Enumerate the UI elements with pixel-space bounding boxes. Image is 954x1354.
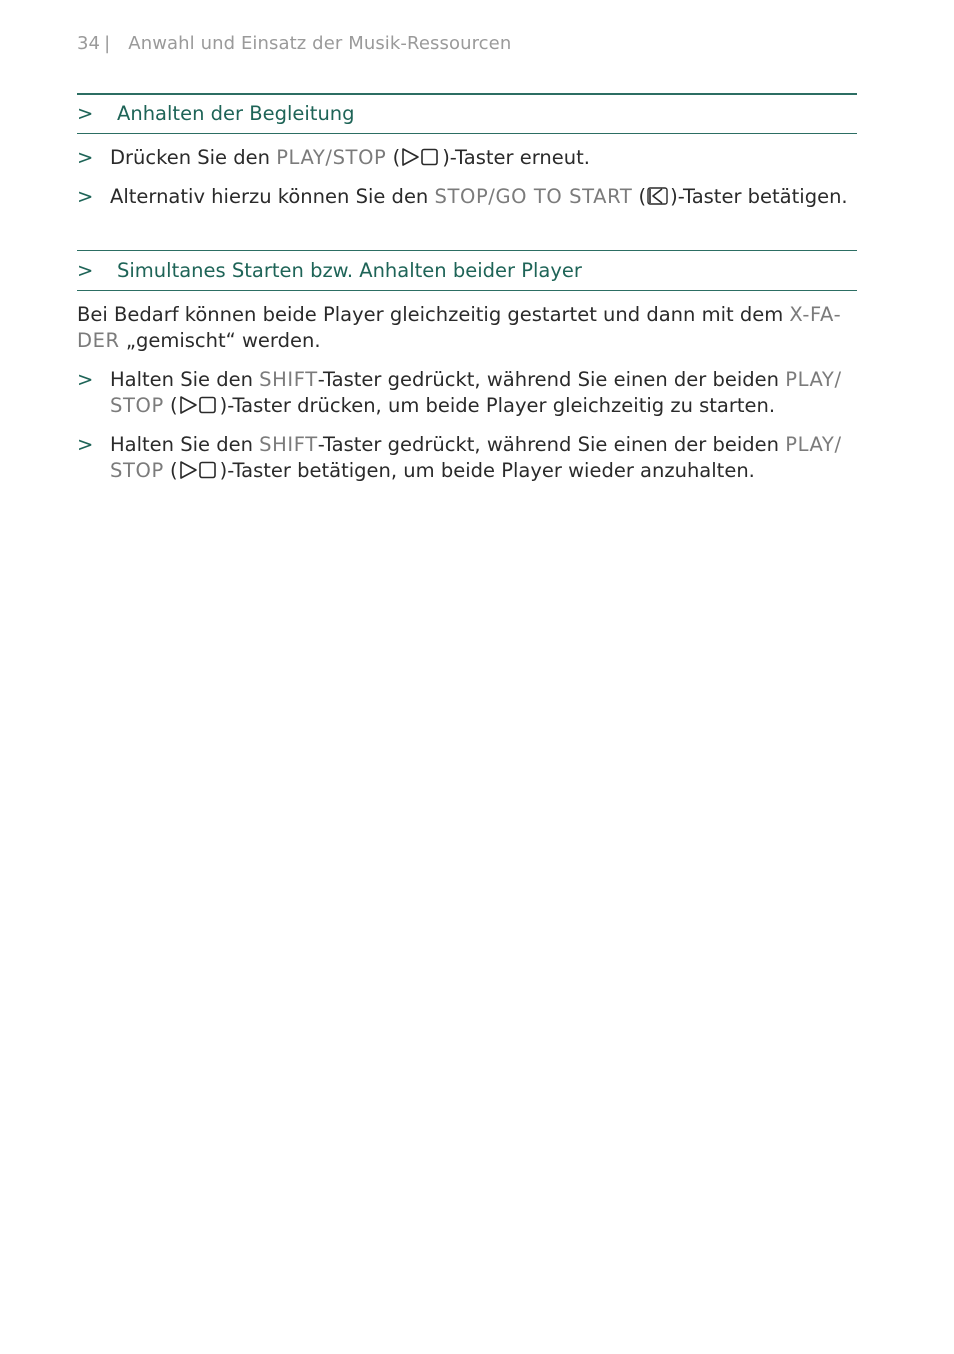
key-label: PLAY/ (785, 433, 842, 456)
section-title: Anhalten der Begleitung (117, 102, 355, 125)
text-run: „gemischt“ werden. (119, 329, 321, 352)
intro-paragraph (77, 302, 841, 354)
paragraph-line (110, 458, 842, 484)
paragraph-line (110, 432, 842, 458)
chevron-right-icon: > (77, 146, 94, 169)
play-stop-icon (401, 147, 441, 167)
section-heading-simultan (77, 250, 857, 291)
page-number: 34 (77, 33, 101, 54)
chevron-right-icon: > (77, 185, 94, 208)
text-run: Drücken Sie den (110, 146, 277, 169)
chapter-title: Anwahl und Einsatz der Musik-Ressourcen (128, 33, 512, 54)
chevron-right-icon: > (77, 102, 94, 125)
key-label: X-FA- (789, 303, 842, 326)
key-label: PLAY/STOP (276, 146, 387, 169)
key-label: STOP/GO TO START (434, 185, 633, 208)
chevron-right-icon: > (77, 368, 94, 391)
text-run: )-Taster erneut. (442, 146, 590, 169)
chevron-right-icon: > (77, 259, 94, 282)
text-run: Halten Sie den (110, 433, 260, 456)
key-label: STOP (110, 459, 164, 482)
running-header (77, 33, 511, 54)
section-title: Simultanes Starten bzw. Anhalten beider Player (117, 259, 582, 282)
section-heading-anhalten (77, 93, 857, 134)
text-run: )-Taster drücken, um beide Player gleichzeitig zu starten. (219, 394, 776, 417)
paragraph-line (110, 367, 842, 393)
text-run: )-Taster betätigen, um beide Player wieder anzuhalten. (219, 459, 755, 482)
chevron-right-icon: > (77, 433, 94, 456)
key-label: DER (77, 329, 120, 352)
text-run: ( (163, 459, 178, 482)
text-run: Alternativ hierzu können Sie den (110, 185, 435, 208)
key-label: SHIFT (259, 433, 318, 456)
text-run: ( (632, 185, 647, 208)
play-stop-icon (179, 395, 219, 415)
text-run: -Taster gedrückt, während Sie einen der beiden (317, 433, 786, 456)
text-run: ( (386, 146, 401, 169)
play-stop-icon (179, 460, 219, 480)
text-run: ( (163, 394, 178, 417)
paragraph-line (77, 302, 841, 328)
text-run: -Taster gedrückt, während Sie einen der beiden (317, 368, 786, 391)
list-item-text (110, 367, 842, 419)
text-run: Bei Bedarf können beide Player gleichzeitig gestartet und dann mit dem (77, 303, 790, 326)
list-item-text (110, 145, 590, 171)
key-label: SHIFT (259, 368, 318, 391)
text-run: )-Taster betätigen. (670, 185, 848, 208)
key-label: STOP (110, 394, 164, 417)
header-separator: | (104, 33, 111, 54)
list-item-text (110, 432, 842, 484)
go-to-start-icon (647, 186, 669, 206)
list-item-text (110, 184, 848, 210)
paragraph-line (77, 328, 841, 354)
paragraph-line (110, 393, 842, 419)
key-label: PLAY/ (785, 368, 842, 391)
text-run: Halten Sie den (110, 368, 260, 391)
